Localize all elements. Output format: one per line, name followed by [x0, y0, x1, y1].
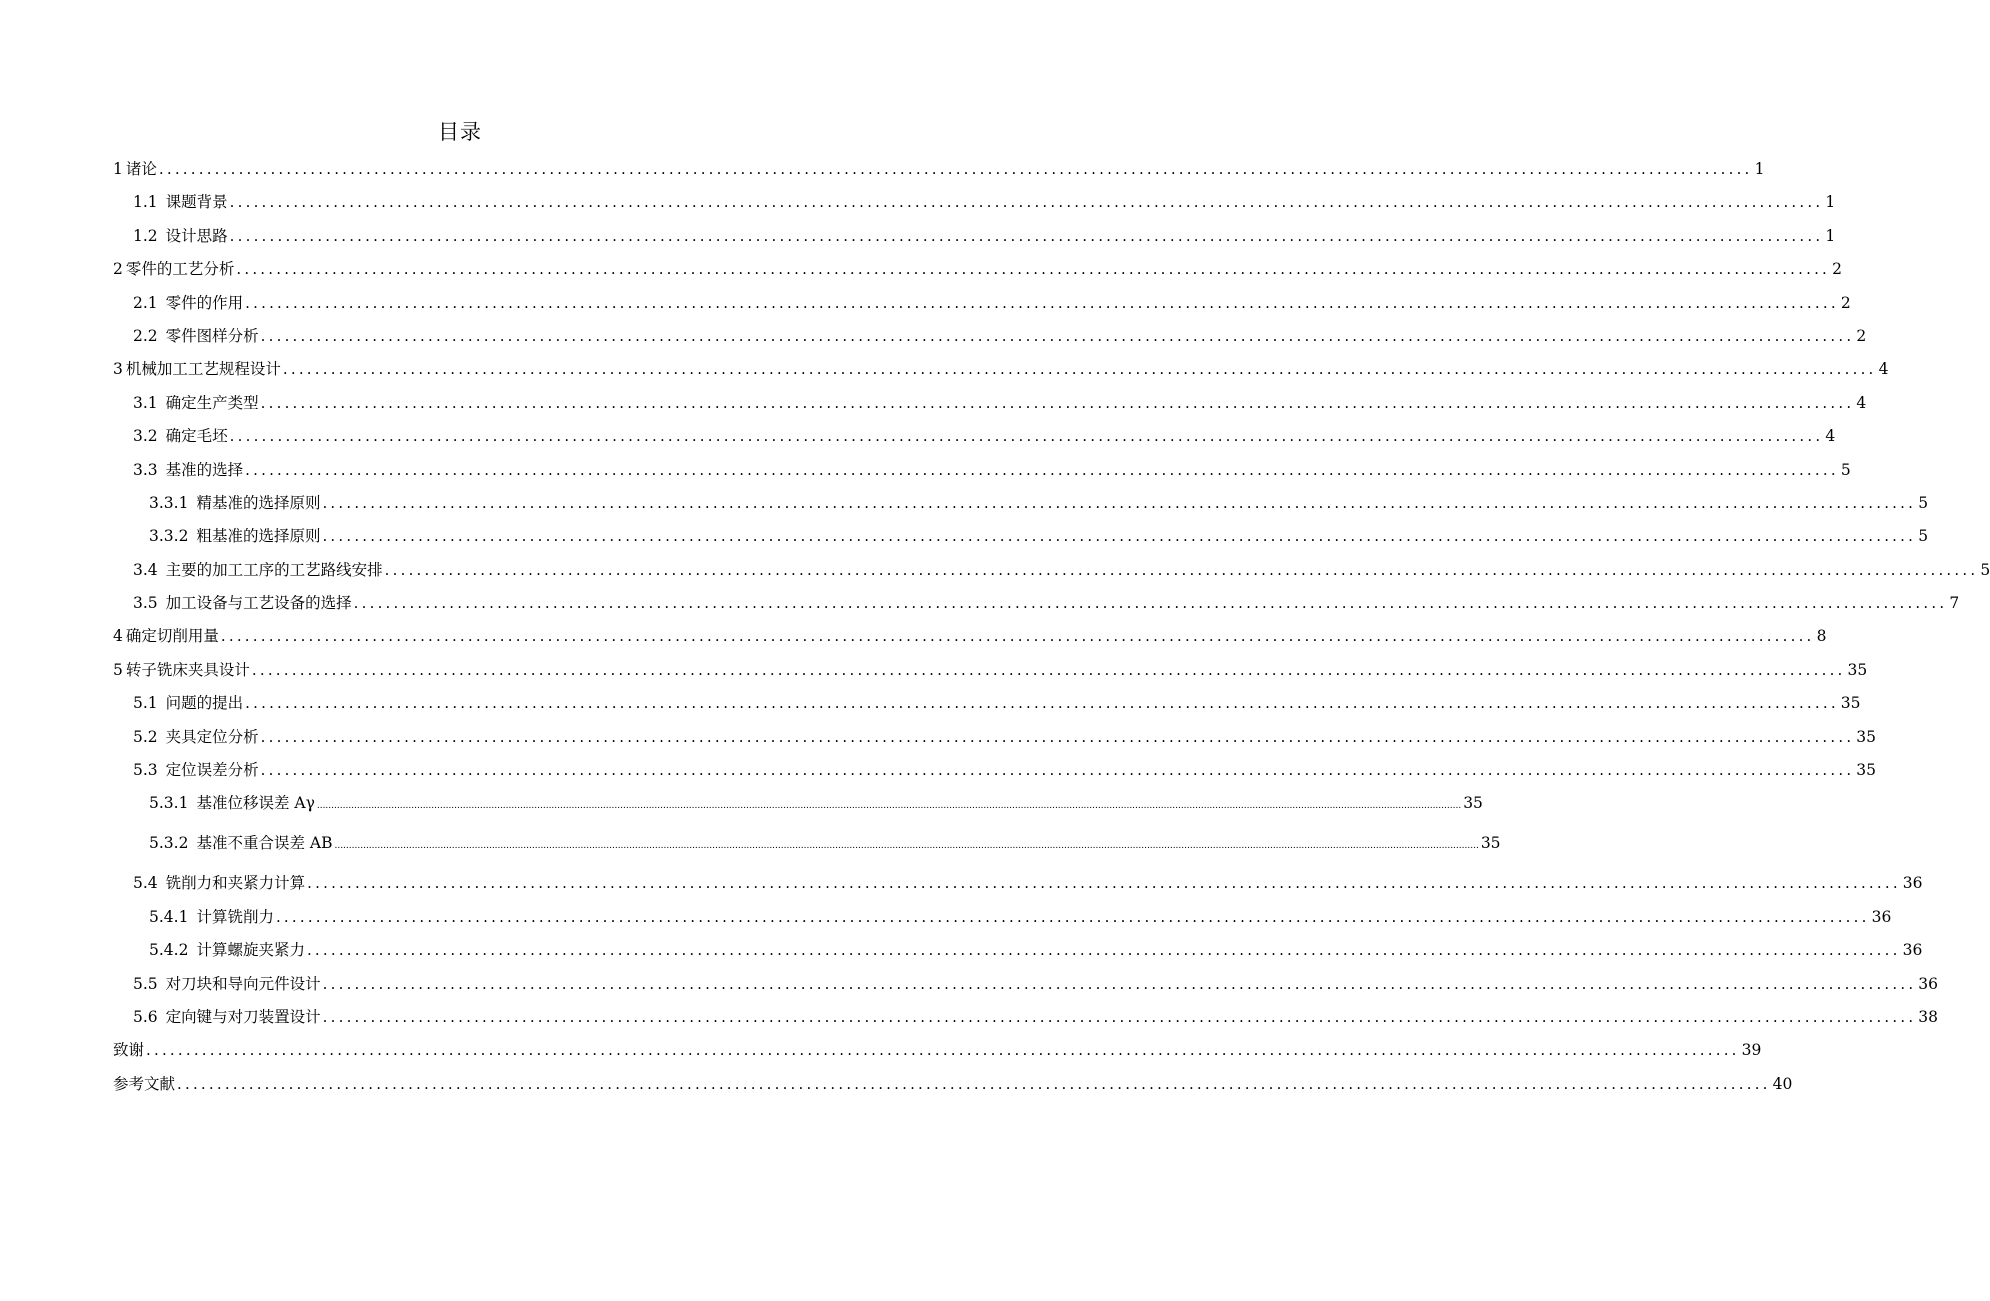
toc-entry[interactable]	[113, 324, 1867, 357]
toc-entry-page: 38	[1918, 1007, 1939, 1026]
toc-entry-number: 5.3.2	[149, 834, 189, 853]
toc-entry[interactable]	[113, 1072, 1793, 1105]
toc-entry[interactable]	[113, 458, 1851, 491]
toc-dot-leader: ........................................................................................................................................................................................................	[384, 560, 1979, 579]
toc-entry[interactable]	[113, 558, 1990, 591]
toc-entry-page: 1	[1825, 193, 1836, 212]
toc-entry-number: 3.3	[133, 460, 158, 479]
toc-entry-page: 2	[1832, 260, 1843, 279]
toc-entry[interactable]	[113, 725, 1877, 758]
toc-entry-page: 36	[1902, 941, 1923, 960]
toc-entry-title: 粗基准的选择原则	[196, 527, 321, 546]
toc-entry-number: 3.5	[133, 594, 158, 613]
toc-entry-title: 加工设备与工艺设备的选择	[165, 594, 352, 613]
toc-entry[interactable]	[113, 1005, 1939, 1038]
toc-dot-leader: ........................................................................................................................................................................................................	[306, 941, 1901, 960]
toc-entry-page: 4	[1825, 427, 1836, 446]
toc-entry-number: 1	[113, 160, 123, 178]
toc-entry-number: 3.4	[133, 560, 158, 579]
toc-entry-number: 3	[113, 360, 123, 379]
toc-entry-number: 1.2	[133, 226, 158, 245]
toc-entry[interactable]	[113, 591, 1960, 624]
toc-entry[interactable]	[113, 691, 1861, 724]
toc-dot-leader: ................................................................................................................................................................................................................................................................................................................................................................................................................	[334, 841, 1479, 852]
toc-entry-page: 5	[1918, 527, 1929, 546]
toc-entry-page: 40	[1772, 1074, 1793, 1093]
toc-entry[interactable]	[113, 972, 1939, 1005]
toc-entry-number: 5.5	[133, 974, 158, 993]
toc-entry-number: 2	[113, 260, 123, 279]
toc-entry-page: 4	[1878, 360, 1889, 379]
toc-entry-number: 5.1	[133, 694, 158, 713]
toc-entry-number: 5.4.1	[149, 907, 189, 926]
toc-entry-title: 精基准的选择原则	[196, 493, 321, 512]
toc-dot-leader: ........................................................................................................................................................................................................	[322, 493, 1917, 512]
toc-dot-leader: ........................................................................................................................................................................................................	[322, 527, 1917, 546]
toc-dot-leader: ........................................................................................................................................................................................................	[322, 974, 1917, 993]
toc-entry-title: 零件图样分析	[165, 326, 259, 345]
toc-entry-page: 35	[1856, 727, 1877, 746]
toc-entry-title: 基准不重合误差 AB	[196, 834, 333, 853]
toc-entry[interactable]	[113, 491, 1929, 524]
toc-entry[interactable]	[113, 291, 1851, 324]
toc-entry[interactable]	[113, 871, 1923, 904]
toc-entry-title: 主要的加工工序的工艺路线安排	[165, 560, 383, 579]
toc-entry-title: 参考文献	[113, 1074, 176, 1093]
toc-entry-page: 36	[1902, 874, 1923, 893]
toc-entry-number: 3.1	[133, 393, 158, 412]
toc-entry-title: 问题的提出	[165, 694, 244, 713]
toc-entry[interactable]	[113, 224, 1836, 257]
toc-entry[interactable]	[113, 157, 1765, 190]
toc-dot-leader: ........................................................................................................................................................................................................	[245, 293, 1839, 312]
toc-dot-leader: ........................................................................................................................................................................................................	[229, 226, 1824, 245]
toc-entry-number: 1.1	[133, 193, 158, 212]
toc-entry[interactable]	[113, 938, 1923, 971]
toc-dot-leader: ........................................................................................................................................................................................................	[322, 1007, 1917, 1026]
toc-entry[interactable]	[113, 357, 1889, 390]
toc-dot-leader: ........................................................................................................................................................................................................	[229, 193, 1824, 212]
toc-dot-leader: ........................................................................................................................................................................................................	[307, 874, 1901, 893]
toc-entry-title: 诸论	[125, 160, 157, 178]
toc-entry-number: 2.1	[133, 293, 158, 312]
toc-entry-page: 2	[1840, 293, 1851, 312]
toc-entry[interactable]	[113, 1038, 1762, 1071]
toc-entry-number: 5.3.1	[149, 794, 189, 813]
toc-dot-leader: ........................................................................................................................................................................................................	[236, 260, 1831, 279]
toc-dot-leader: ........................................................................................................................................................................................................	[282, 360, 1877, 379]
toc-entry-title: 计算螺旋夹紧力	[196, 941, 305, 960]
toc-dot-leader: ........................................................................................................................................................................................................	[251, 660, 1846, 679]
toc-entry-page: 2	[1856, 326, 1867, 345]
toc-entry-page: 35	[1856, 761, 1877, 780]
toc-entry[interactable]	[113, 791, 1483, 831]
toc-entry-page: 35	[1847, 660, 1868, 679]
toc-entry[interactable]	[113, 905, 1892, 938]
toc-dot-leader: ........................................................................................................................................................................................................	[229, 427, 1824, 446]
toc-entry-page: 8	[1816, 627, 1827, 646]
toc-entry-number: 5.3	[133, 761, 158, 780]
toc-entry-number: 3.3.1	[149, 493, 189, 512]
toc-entry-title: 基准位移误差 Aγ	[196, 794, 315, 813]
toc-entry[interactable]	[113, 424, 1836, 457]
toc-entry-page: 35	[1840, 694, 1861, 713]
toc-dot-leader: ........................................................................................................................................................................................................	[260, 727, 1855, 746]
toc-entry-title: 设计思路	[165, 226, 228, 245]
toc-entry[interactable]	[113, 524, 1929, 557]
toc-title: 目录	[438, 120, 482, 144]
toc-dot-leader: ........................................................................................................................................................................................................	[260, 761, 1855, 780]
toc-entry-page: 5	[1980, 560, 1990, 579]
toc-entry-title: 零件的作用	[165, 293, 244, 312]
toc-list	[113, 157, 1990, 1105]
toc-entry-title: 确定毛坯	[165, 427, 228, 446]
toc-dot-leader: ................................................................................................................................................................................................................................................................................................................................................................................................................	[316, 801, 1462, 812]
toc-dot-leader: ........................................................................................................................................................................................................	[353, 594, 1948, 613]
toc-dot-leader: ........................................................................................................................................................................................................	[177, 1074, 1771, 1093]
toc-entry-page: 1	[1754, 160, 1765, 178]
toc-entry-title: 定向键与对刀装置设计	[165, 1007, 321, 1026]
toc-entry-number: 5.6	[133, 1007, 158, 1026]
toc-entry-title: 课题背景	[165, 193, 228, 212]
toc-entry-page: 7	[1949, 594, 1960, 613]
toc-entry-number: 2.2	[133, 326, 158, 345]
toc-entry-page: 36	[1918, 974, 1939, 993]
toc-entry-number: 4	[113, 627, 123, 646]
toc-entry[interactable]	[113, 658, 1868, 691]
toc-dot-leader: ........................................................................................................................................................................................................	[245, 460, 1839, 479]
toc-entry-page: 5	[1918, 493, 1929, 512]
toc-entry[interactable]	[113, 391, 1867, 424]
toc-dot-leader: ........................................................................................................................................................................................................	[158, 160, 1753, 178]
toc-dot-leader: ........................................................................................................................................................................................................	[275, 907, 1870, 926]
toc-entry-title: 致谢	[113, 1041, 145, 1060]
toc-dot-leader: ........................................................................................................................................................................................................	[260, 393, 1855, 412]
toc-entry[interactable]	[113, 624, 1827, 657]
toc-entry[interactable]	[113, 831, 1501, 871]
toc-entry-title: 确定切削用量	[125, 627, 219, 646]
toc-entry-title: 计算铣削力	[196, 907, 274, 926]
toc-dot-leader: ........................................................................................................................................................................................................	[146, 1041, 1740, 1060]
toc-entry-title: 机械加工工艺规程设计	[125, 360, 281, 379]
toc-entry-title: 定位误差分析	[165, 761, 259, 780]
toc-entry-page: 35	[1480, 834, 1501, 853]
toc-entry-number: 3.2	[133, 427, 158, 446]
toc-entry-title: 铣削力和夹紧力计算	[165, 874, 306, 893]
toc-entry-title: 确定生产类型	[165, 393, 259, 412]
toc-entry-page: 39	[1741, 1041, 1762, 1060]
toc-entry-number: 3.3.2	[149, 527, 189, 546]
toc-entry-page: 35	[1463, 794, 1483, 813]
toc-entry[interactable]	[113, 190, 1836, 223]
toc-entry-number: 5	[113, 660, 123, 679]
toc-entry-page: 1	[1825, 226, 1836, 245]
toc-entry-title: 零件的工艺分析	[125, 260, 235, 279]
toc-entry-page: 5	[1840, 460, 1851, 479]
toc-dot-leader: ........................................................................................................................................................................................................	[245, 694, 1839, 713]
toc-entry-page: 36	[1871, 907, 1892, 926]
toc-entry-number: 5.4.2	[149, 941, 189, 960]
toc-entry-number: 5.2	[133, 727, 158, 746]
toc-dot-leader: ........................................................................................................................................................................................................	[260, 326, 1855, 345]
toc-entry-title: 对刀块和导向元件设计	[165, 974, 321, 993]
toc-entry-page: 4	[1856, 393, 1867, 412]
toc-entry[interactable]	[113, 758, 1877, 791]
toc-entry-title: 夹具定位分析	[165, 727, 259, 746]
toc-dot-leader: ........................................................................................................................................................................................................	[220, 627, 1815, 646]
toc-entry-title: 基准的选择	[165, 460, 244, 479]
toc-entry-title: 转子铣床夹具设计	[125, 660, 250, 679]
toc-entry[interactable]	[113, 257, 1843, 290]
toc-entry-number: 5.4	[133, 874, 158, 893]
